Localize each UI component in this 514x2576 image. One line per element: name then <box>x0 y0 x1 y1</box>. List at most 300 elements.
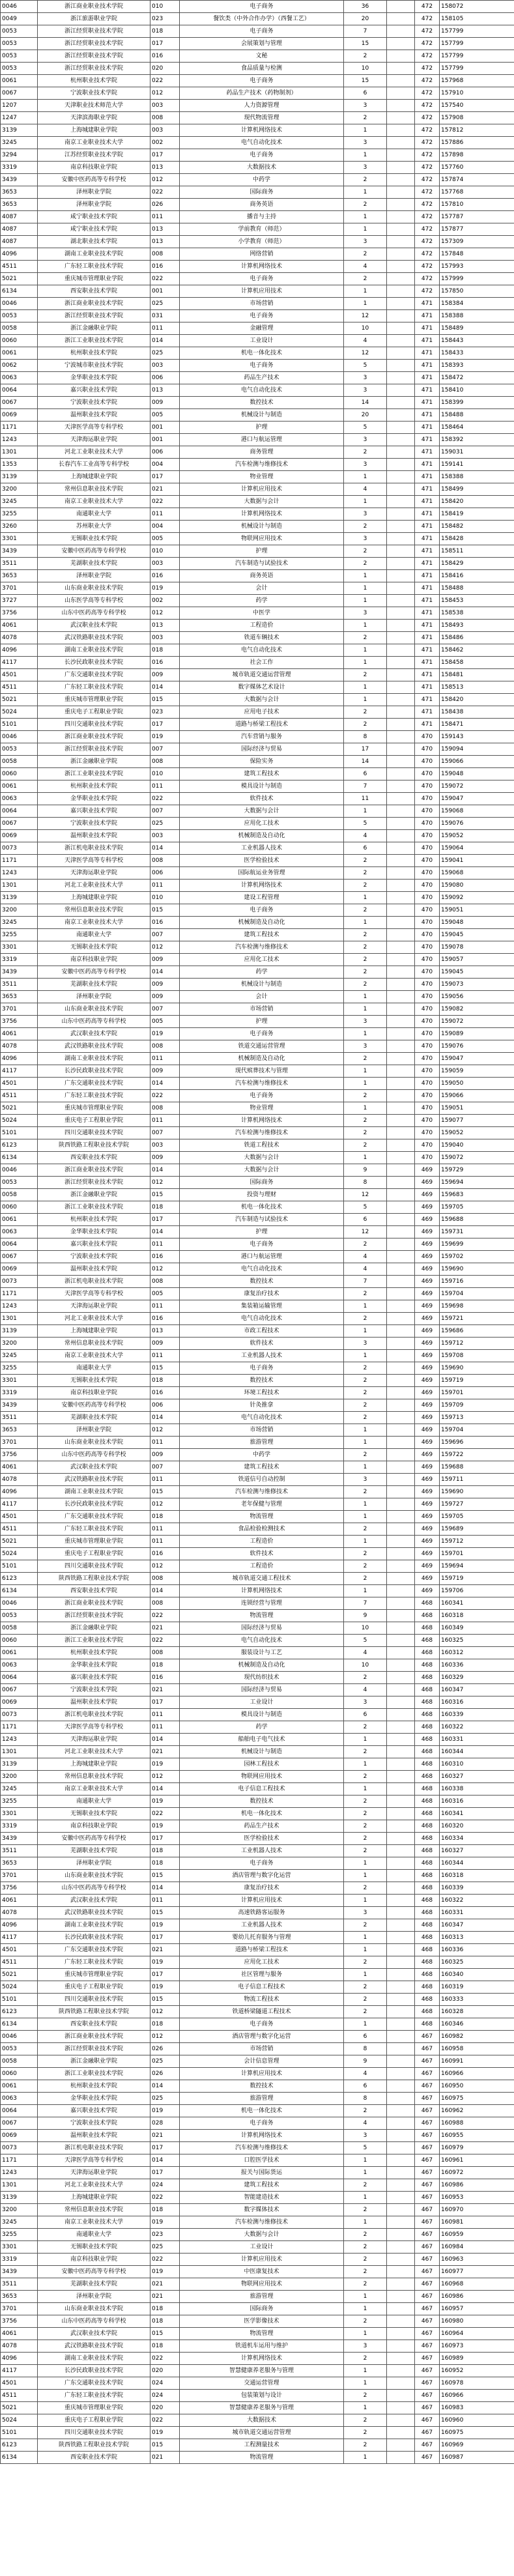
college-code-cell: 0073 <box>1 2142 38 2154</box>
plan-count-cell: 2 <box>344 1399 387 1412</box>
min-score-cell: 470 <box>415 805 440 818</box>
min-rank-cell: 158072 <box>440 1 514 13</box>
min-score-cell: 467 <box>415 2328 440 2340</box>
college-code-cell: 3439 <box>1 966 38 979</box>
subject-cell <box>387 1387 415 1399</box>
plan-count-cell: 3 <box>344 1338 387 1350</box>
subject-cell <box>387 607 415 620</box>
college-code-cell: 3255 <box>1 929 38 941</box>
major-name-cell: 现代物流管理 <box>180 112 344 124</box>
college-name-cell: 上海城建职业学院 <box>38 2192 150 2204</box>
min-rank-cell: 157898 <box>440 149 514 162</box>
college-name-cell: 天津医学高等专科学校 <box>38 1288 150 1300</box>
min-rank-cell: 159094 <box>440 743 514 756</box>
college-code-cell: 0061 <box>1 1647 38 1659</box>
table-row <box>1 929 514 941</box>
college-name-cell: 南京工业职业技术大学 <box>38 2216 150 2229</box>
major-name-cell: 医学影像技术 <box>180 2315 344 2328</box>
subject-cell <box>387 855 415 867</box>
major-code-cell: 019 <box>150 2427 180 2439</box>
subject-cell <box>387 2303 415 2315</box>
min-score-cell: 471 <box>415 372 440 384</box>
college-code-cell: 0058 <box>1 1622 38 1635</box>
major-code-cell: 018 <box>150 2204 180 2216</box>
plan-count-cell: 2 <box>344 966 387 979</box>
major-name-cell: 港口与航运管理 <box>180 434 344 446</box>
major-name-cell: 计算机网络技术 <box>180 261 344 273</box>
min-rank-cell: 158471 <box>440 719 514 731</box>
plan-count-cell: 10 <box>344 322 387 335</box>
subject-cell <box>387 496 415 508</box>
plan-count-cell: 2 <box>344 1375 387 1387</box>
major-name-cell: 学前教育（师范） <box>180 223 344 236</box>
plan-count-cell: 3 <box>344 384 387 397</box>
min-score-cell: 470 <box>415 842 440 855</box>
plan-count-cell: 2 <box>344 1288 387 1300</box>
plan-count-cell: 1 <box>344 1325 387 1338</box>
min-rank-cell: 157760 <box>440 162 514 174</box>
subject-cell <box>387 13 415 25</box>
major-code-cell: 021 <box>150 1684 180 1696</box>
college-name-cell: 芜湖职业技术学院 <box>38 558 150 570</box>
table-row <box>1 2142 514 2154</box>
major-name-cell: 大数据与会计 <box>180 496 344 508</box>
major-code-cell: 003 <box>150 558 180 570</box>
college-name-cell: 浙江金融职业学院 <box>38 756 150 768</box>
major-name-cell: 工业机器人技术 <box>180 842 344 855</box>
min-rank-cell: 157877 <box>440 223 514 236</box>
college-code-cell: 0067 <box>1 397 38 409</box>
min-score-cell: 470 <box>415 991 440 1003</box>
table-row <box>1 2055 514 2068</box>
min-score-cell: 471 <box>415 620 440 632</box>
college-name-cell: 宁波职业技术学院 <box>38 1684 150 1696</box>
min-score-cell: 472 <box>415 112 440 124</box>
plan-count-cell: 2 <box>344 1449 387 1461</box>
subject-cell <box>387 483 415 496</box>
college-name-cell: 西安职业技术学院 <box>38 2452 150 2464</box>
plan-count-cell: 3 <box>344 236 387 248</box>
major-name-cell: 机械设计与制造 <box>180 979 344 991</box>
plan-count-cell: 3 <box>344 508 387 521</box>
min-rank-cell: 160339 <box>440 1709 514 1721</box>
plan-count-cell: 1 <box>344 570 387 582</box>
college-code-cell: 4117 <box>1 1932 38 1944</box>
subject-cell <box>387 1399 415 1412</box>
college-name-cell: 四川交通职业技术学院 <box>38 1994 150 2006</box>
college-code-cell: 3756 <box>1 607 38 620</box>
min-score-cell: 472 <box>415 38 440 50</box>
subject-cell <box>387 1065 415 1078</box>
plan-count-cell: 1 <box>344 2377 387 2390</box>
major-name-cell: 社区管理与服务 <box>180 1969 344 1981</box>
major-name-cell: 机械设计与制造 <box>180 1746 344 1758</box>
plan-count-cell: 1 <box>344 1585 387 1597</box>
plan-count-cell: 1 <box>344 657 387 669</box>
min-score-cell: 470 <box>415 979 440 991</box>
min-score-cell: 469 <box>415 1189 440 1201</box>
major-code-cell: 015 <box>150 1486 180 1498</box>
major-code-cell: 025 <box>150 2055 180 2068</box>
min-rank-cell: 160953 <box>440 2192 514 2204</box>
min-score-cell: 469 <box>415 1498 440 1511</box>
college-code-cell: 3756 <box>1 1449 38 1461</box>
major-name-cell: 铁道工程技术 <box>180 1139 344 1152</box>
subject-cell <box>387 2254 415 2266</box>
subject-cell <box>387 681 415 694</box>
subject-cell <box>387 620 415 632</box>
college-code-cell: 0073 <box>1 1276 38 1288</box>
table-row <box>1 941 514 954</box>
major-name-cell: 大数据技术 <box>180 162 344 174</box>
min-rank-cell: 160963 <box>440 2254 514 2266</box>
major-name-cell: 道路与桥梁工程技术 <box>180 1944 344 1956</box>
table-row <box>1 1065 514 1078</box>
major-code-cell: 012 <box>150 1498 180 1511</box>
min-rank-cell: 160310 <box>440 1758 514 1771</box>
min-score-cell: 468 <box>415 1709 440 1721</box>
major-code-cell: 021 <box>150 1944 180 1956</box>
major-name-cell: 工程测量技术 <box>180 2439 344 2452</box>
min-rank-cell: 158428 <box>440 533 514 545</box>
min-score-cell: 468 <box>415 1746 440 1758</box>
major-code-cell: 002 <box>150 595 180 607</box>
plan-count-cell: 3 <box>344 162 387 174</box>
min-rank-cell: 159089 <box>440 1028 514 1040</box>
college-name-cell: 重庆城市管理职业学院 <box>38 273 150 285</box>
subject-cell <box>387 397 415 409</box>
major-code-cell: 015 <box>150 1362 180 1375</box>
major-code-cell: 012 <box>150 941 180 954</box>
table-row <box>1 1102 514 1115</box>
college-name-cell: 南京科技职业学院 <box>38 2254 150 2266</box>
min-rank-cell: 160336 <box>440 1659 514 1672</box>
min-score-cell: 468 <box>415 1919 440 1932</box>
college-name-cell: 南通职业大学 <box>38 1362 150 1375</box>
major-code-cell: 005 <box>150 1016 180 1028</box>
major-code-cell: 001 <box>150 422 180 434</box>
major-name-cell: 机电一体化技术 <box>180 347 344 360</box>
table-row <box>1 1511 514 1523</box>
table-row <box>1 409 514 422</box>
college-name-cell: 宁波职业技术学院 <box>38 397 150 409</box>
subject-cell <box>387 459 415 471</box>
college-code-cell: 0053 <box>1 743 38 756</box>
plan-count-cell: 1 <box>344 681 387 694</box>
plan-count-cell: 4 <box>344 830 387 842</box>
plan-count-cell: 3 <box>344 533 387 545</box>
college-name-cell: 天津海运职业学院 <box>38 867 150 880</box>
college-code-cell: 0061 <box>1 1214 38 1226</box>
subject-cell <box>387 1016 415 1028</box>
major-code-cell: 012 <box>150 1560 180 1573</box>
college-code-cell: 0060 <box>1 335 38 347</box>
min-rank-cell: 160331 <box>440 1907 514 1919</box>
college-name-cell: 山东商业职业技术学院 <box>38 1003 150 1016</box>
table-row <box>1 1808 514 1820</box>
major-name-cell: 物联网应用技术 <box>180 533 344 545</box>
major-code-cell: 016 <box>150 50 180 63</box>
college-name-cell: 金华职业技术学院 <box>38 2093 150 2105</box>
subject-cell <box>387 273 415 285</box>
major-code-cell: 006 <box>150 446 180 459</box>
min-rank-cell: 160983 <box>440 2402 514 2414</box>
subject-cell <box>387 731 415 743</box>
table-row <box>1 384 514 397</box>
min-rank-cell: 160975 <box>440 2093 514 2105</box>
min-rank-cell: 157968 <box>440 75 514 87</box>
major-code-cell: 016 <box>150 261 180 273</box>
table-row <box>1 880 514 892</box>
major-code-cell: 013 <box>150 1325 180 1338</box>
subject-cell <box>387 1746 415 1758</box>
college-name-cell: 温州职业技术学院 <box>38 1263 150 1276</box>
min-score-cell: 467 <box>415 2068 440 2080</box>
college-code-cell: 3701 <box>1 582 38 595</box>
min-score-cell: 469 <box>415 1375 440 1387</box>
table-row <box>1 1053 514 1065</box>
min-score-cell: 471 <box>415 360 440 372</box>
major-code-cell: 019 <box>150 1796 180 1808</box>
min-rank-cell: 160970 <box>440 2204 514 2216</box>
major-name-cell: 物流管理 <box>180 1511 344 1523</box>
min-score-cell: 471 <box>415 496 440 508</box>
min-score-cell: 469 <box>415 1251 440 1263</box>
min-score-cell: 472 <box>415 87 440 100</box>
major-code-cell: 017 <box>150 1696 180 1709</box>
min-rank-cell: 159068 <box>440 867 514 880</box>
major-code-cell: 019 <box>150 2105 180 2117</box>
table-row <box>1 533 514 545</box>
min-rank-cell: 160991 <box>440 2055 514 2068</box>
min-score-cell: 471 <box>415 706 440 719</box>
major-code-cell: 019 <box>150 1956 180 1969</box>
college-code-cell: 3319 <box>1 954 38 966</box>
major-code-cell: 016 <box>150 1251 180 1263</box>
min-rank-cell: 159704 <box>440 1424 514 1437</box>
college-code-cell: 3701 <box>1 1437 38 1449</box>
major-code-cell: 019 <box>150 1820 180 1833</box>
major-name-cell: 铁道车辆技术 <box>180 632 344 644</box>
major-code-cell: 018 <box>150 2303 180 2315</box>
college-name-cell: 嘉兴职业技术学院 <box>38 805 150 818</box>
min-score-cell: 467 <box>415 2093 440 2105</box>
min-score-cell: 468 <box>415 1956 440 1969</box>
min-rank-cell: 160320 <box>440 1820 514 1833</box>
college-name-cell: 长沙民政职业技术学院 <box>38 2365 150 2377</box>
major-code-cell: 022 <box>150 2192 180 2204</box>
table-row <box>1 1783 514 1796</box>
major-code-cell: 019 <box>150 731 180 743</box>
plan-count-cell: 2 <box>344 1139 387 1152</box>
plan-count-cell: 2 <box>344 521 387 533</box>
college-name-cell: 咸宁职业技术学院 <box>38 223 150 236</box>
major-name-cell: 汽车营销与服务 <box>180 731 344 743</box>
major-name-cell: 连锁经营与管理 <box>180 1597 344 1610</box>
table-row <box>1 558 514 570</box>
table-row <box>1 904 514 917</box>
college-code-cell: 4087 <box>1 223 38 236</box>
major-code-cell: 021 <box>150 483 180 496</box>
major-name-cell: 工程造价 <box>180 1536 344 1548</box>
college-code-cell: 0069 <box>1 830 38 842</box>
table-row <box>1 805 514 818</box>
major-code-cell: 011 <box>150 1115 180 1127</box>
subject-cell <box>387 1461 415 1474</box>
min-rank-cell: 160950 <box>440 2080 514 2093</box>
major-name-cell: 金融管理 <box>180 322 344 335</box>
college-name-cell: 长沙民政职业技术学院 <box>38 1065 150 1078</box>
major-name-cell: 电子商务 <box>180 273 344 285</box>
plan-count-cell: 2 <box>344 1808 387 1820</box>
college-name-cell: 杭州职业技术学院 <box>38 347 150 360</box>
plan-count-cell: 5 <box>344 2142 387 2154</box>
major-code-cell: 017 <box>150 2167 180 2179</box>
major-name-cell: 电子信息工程技术 <box>180 1783 344 1796</box>
min-score-cell: 470 <box>415 966 440 979</box>
major-code-cell: 012 <box>150 1424 180 1437</box>
min-rank-cell: 159078 <box>440 941 514 954</box>
plan-count-cell: 1 <box>344 2328 387 2340</box>
min-rank-cell: 159031 <box>440 446 514 459</box>
major-code-cell: 019 <box>150 2216 180 2229</box>
major-code-cell: 003 <box>150 830 180 842</box>
college-name-cell: 苏州职业大学 <box>38 521 150 533</box>
major-code-cell: 022 <box>150 2414 180 2427</box>
min-score-cell: 471 <box>415 483 440 496</box>
college-name-cell: 四川交通职业技术学院 <box>38 719 150 731</box>
college-code-cell: 4501 <box>1 1078 38 1090</box>
min-rank-cell: 157787 <box>440 211 514 223</box>
min-score-cell: 472 <box>415 25 440 38</box>
min-score-cell: 467 <box>415 2402 440 2414</box>
subject-cell <box>387 63 415 75</box>
major-code-cell: 022 <box>150 1610 180 1622</box>
plan-count-cell: 14 <box>344 397 387 409</box>
table-row <box>1 273 514 285</box>
college-name-cell: 武汉职业技术学院 <box>38 2328 150 2340</box>
min-rank-cell: 159701 <box>440 1548 514 1560</box>
table-row <box>1 1684 514 1696</box>
college-name-cell: 无锡职业技术学院 <box>38 941 150 954</box>
college-name-cell: 泽州职业学院 <box>38 1857 150 1870</box>
min-score-cell: 472 <box>415 248 440 261</box>
college-name-cell: 宁波职业技术学院 <box>38 2117 150 2130</box>
min-rank-cell: 160333 <box>440 1994 514 2006</box>
major-name-cell: 婴幼儿托育服务与管理 <box>180 1932 344 1944</box>
min-score-cell: 470 <box>415 904 440 917</box>
subject-cell <box>387 236 415 248</box>
major-code-cell: 007 <box>150 805 180 818</box>
college-name-cell: 武汉铁路职业技术学院 <box>38 632 150 644</box>
college-name-cell: 浙江金融职业学院 <box>38 1622 150 1635</box>
major-name-cell: 数字媒体艺术设计 <box>180 681 344 694</box>
subject-cell <box>387 1313 415 1325</box>
table-row <box>1 1399 514 1412</box>
major-code-cell: 017 <box>150 149 180 162</box>
major-name-cell: 建筑工程技术 <box>180 929 344 941</box>
table-row <box>1 595 514 607</box>
subject-cell <box>387 1622 415 1635</box>
min-rank-cell: 160955 <box>440 2130 514 2142</box>
min-rank-cell: 158410 <box>440 384 514 397</box>
major-name-cell: 数控技术 <box>180 1276 344 1288</box>
college-code-cell: 3245 <box>1 1350 38 1362</box>
min-score-cell: 467 <box>415 2117 440 2130</box>
min-rank-cell: 158482 <box>440 521 514 533</box>
college-name-cell: 金华职业技术学院 <box>38 1226 150 1238</box>
major-name-cell: 机械制造及自动化 <box>180 917 344 929</box>
min-score-cell: 472 <box>415 124 440 137</box>
min-rank-cell: 157850 <box>440 285 514 298</box>
college-code-cell: 3200 <box>1 904 38 917</box>
min-rank-cell: 157810 <box>440 199 514 211</box>
college-code-cell: 5101 <box>1 2427 38 2439</box>
college-code-cell: 3245 <box>1 496 38 508</box>
subject-cell <box>387 1796 415 1808</box>
major-name-cell: 汽车制造与试验技术 <box>180 558 344 570</box>
college-name-cell: 温州职业技术学院 <box>38 1696 150 1709</box>
college-name-cell: 浙江工业职业技术学院 <box>38 335 150 347</box>
table-row <box>1 2353 514 2365</box>
min-rank-cell: 160960 <box>440 2414 514 2427</box>
min-score-cell: 470 <box>415 867 440 880</box>
plan-count-cell: 2 <box>344 904 387 917</box>
subject-cell <box>387 261 415 273</box>
college-code-cell: 3439 <box>1 1833 38 1845</box>
table-row <box>1 644 514 657</box>
table-row <box>1 2303 514 2315</box>
major-name-cell: 商务管理 <box>180 446 344 459</box>
college-code-cell: 4511 <box>1 1090 38 1102</box>
subject-cell <box>387 2241 415 2254</box>
subject-cell <box>387 124 415 137</box>
min-score-cell: 469 <box>415 1461 440 1474</box>
college-name-cell: 广东轻工职业技术学院 <box>38 1956 150 1969</box>
major-code-cell: 009 <box>150 1065 180 1078</box>
major-name-cell: 酒店管理与数字化运营 <box>180 2031 344 2043</box>
table-row <box>1 459 514 471</box>
min-score-cell: 471 <box>415 459 440 471</box>
min-score-cell: 470 <box>415 818 440 830</box>
major-code-cell: 011 <box>150 1053 180 1065</box>
major-code-cell: 014 <box>150 842 180 855</box>
plan-count-cell: 1 <box>344 2216 387 2229</box>
table-row <box>1 1734 514 1746</box>
subject-cell <box>387 2142 415 2154</box>
table-row <box>1 1585 514 1597</box>
plan-count-cell: 2 <box>344 2006 387 2018</box>
major-name-cell: 铁道交通运营管理 <box>180 1040 344 1053</box>
table-row <box>1 1647 514 1659</box>
college-code-cell: 0053 <box>1 310 38 322</box>
college-code-cell: 4096 <box>1 1919 38 1932</box>
college-code-cell: 4501 <box>1 1944 38 1956</box>
college-name-cell: 浙江经贸职业技术学院 <box>38 2043 150 2055</box>
min-score-cell: 471 <box>415 694 440 706</box>
table-row <box>1 1474 514 1486</box>
min-rank-cell: 160344 <box>440 1857 514 1870</box>
subject-cell <box>387 2402 415 2414</box>
college-name-cell: 浙江经贸职业技术学院 <box>38 38 150 50</box>
major-code-cell: 025 <box>150 298 180 310</box>
college-code-cell: 0063 <box>1 1226 38 1238</box>
min-rank-cell: 157908 <box>440 112 514 124</box>
college-code-cell: 0064 <box>1 805 38 818</box>
plan-count-cell: 2 <box>344 1994 387 2006</box>
major-code-cell: 010 <box>150 1 180 13</box>
min-score-cell: 468 <box>415 1969 440 1981</box>
